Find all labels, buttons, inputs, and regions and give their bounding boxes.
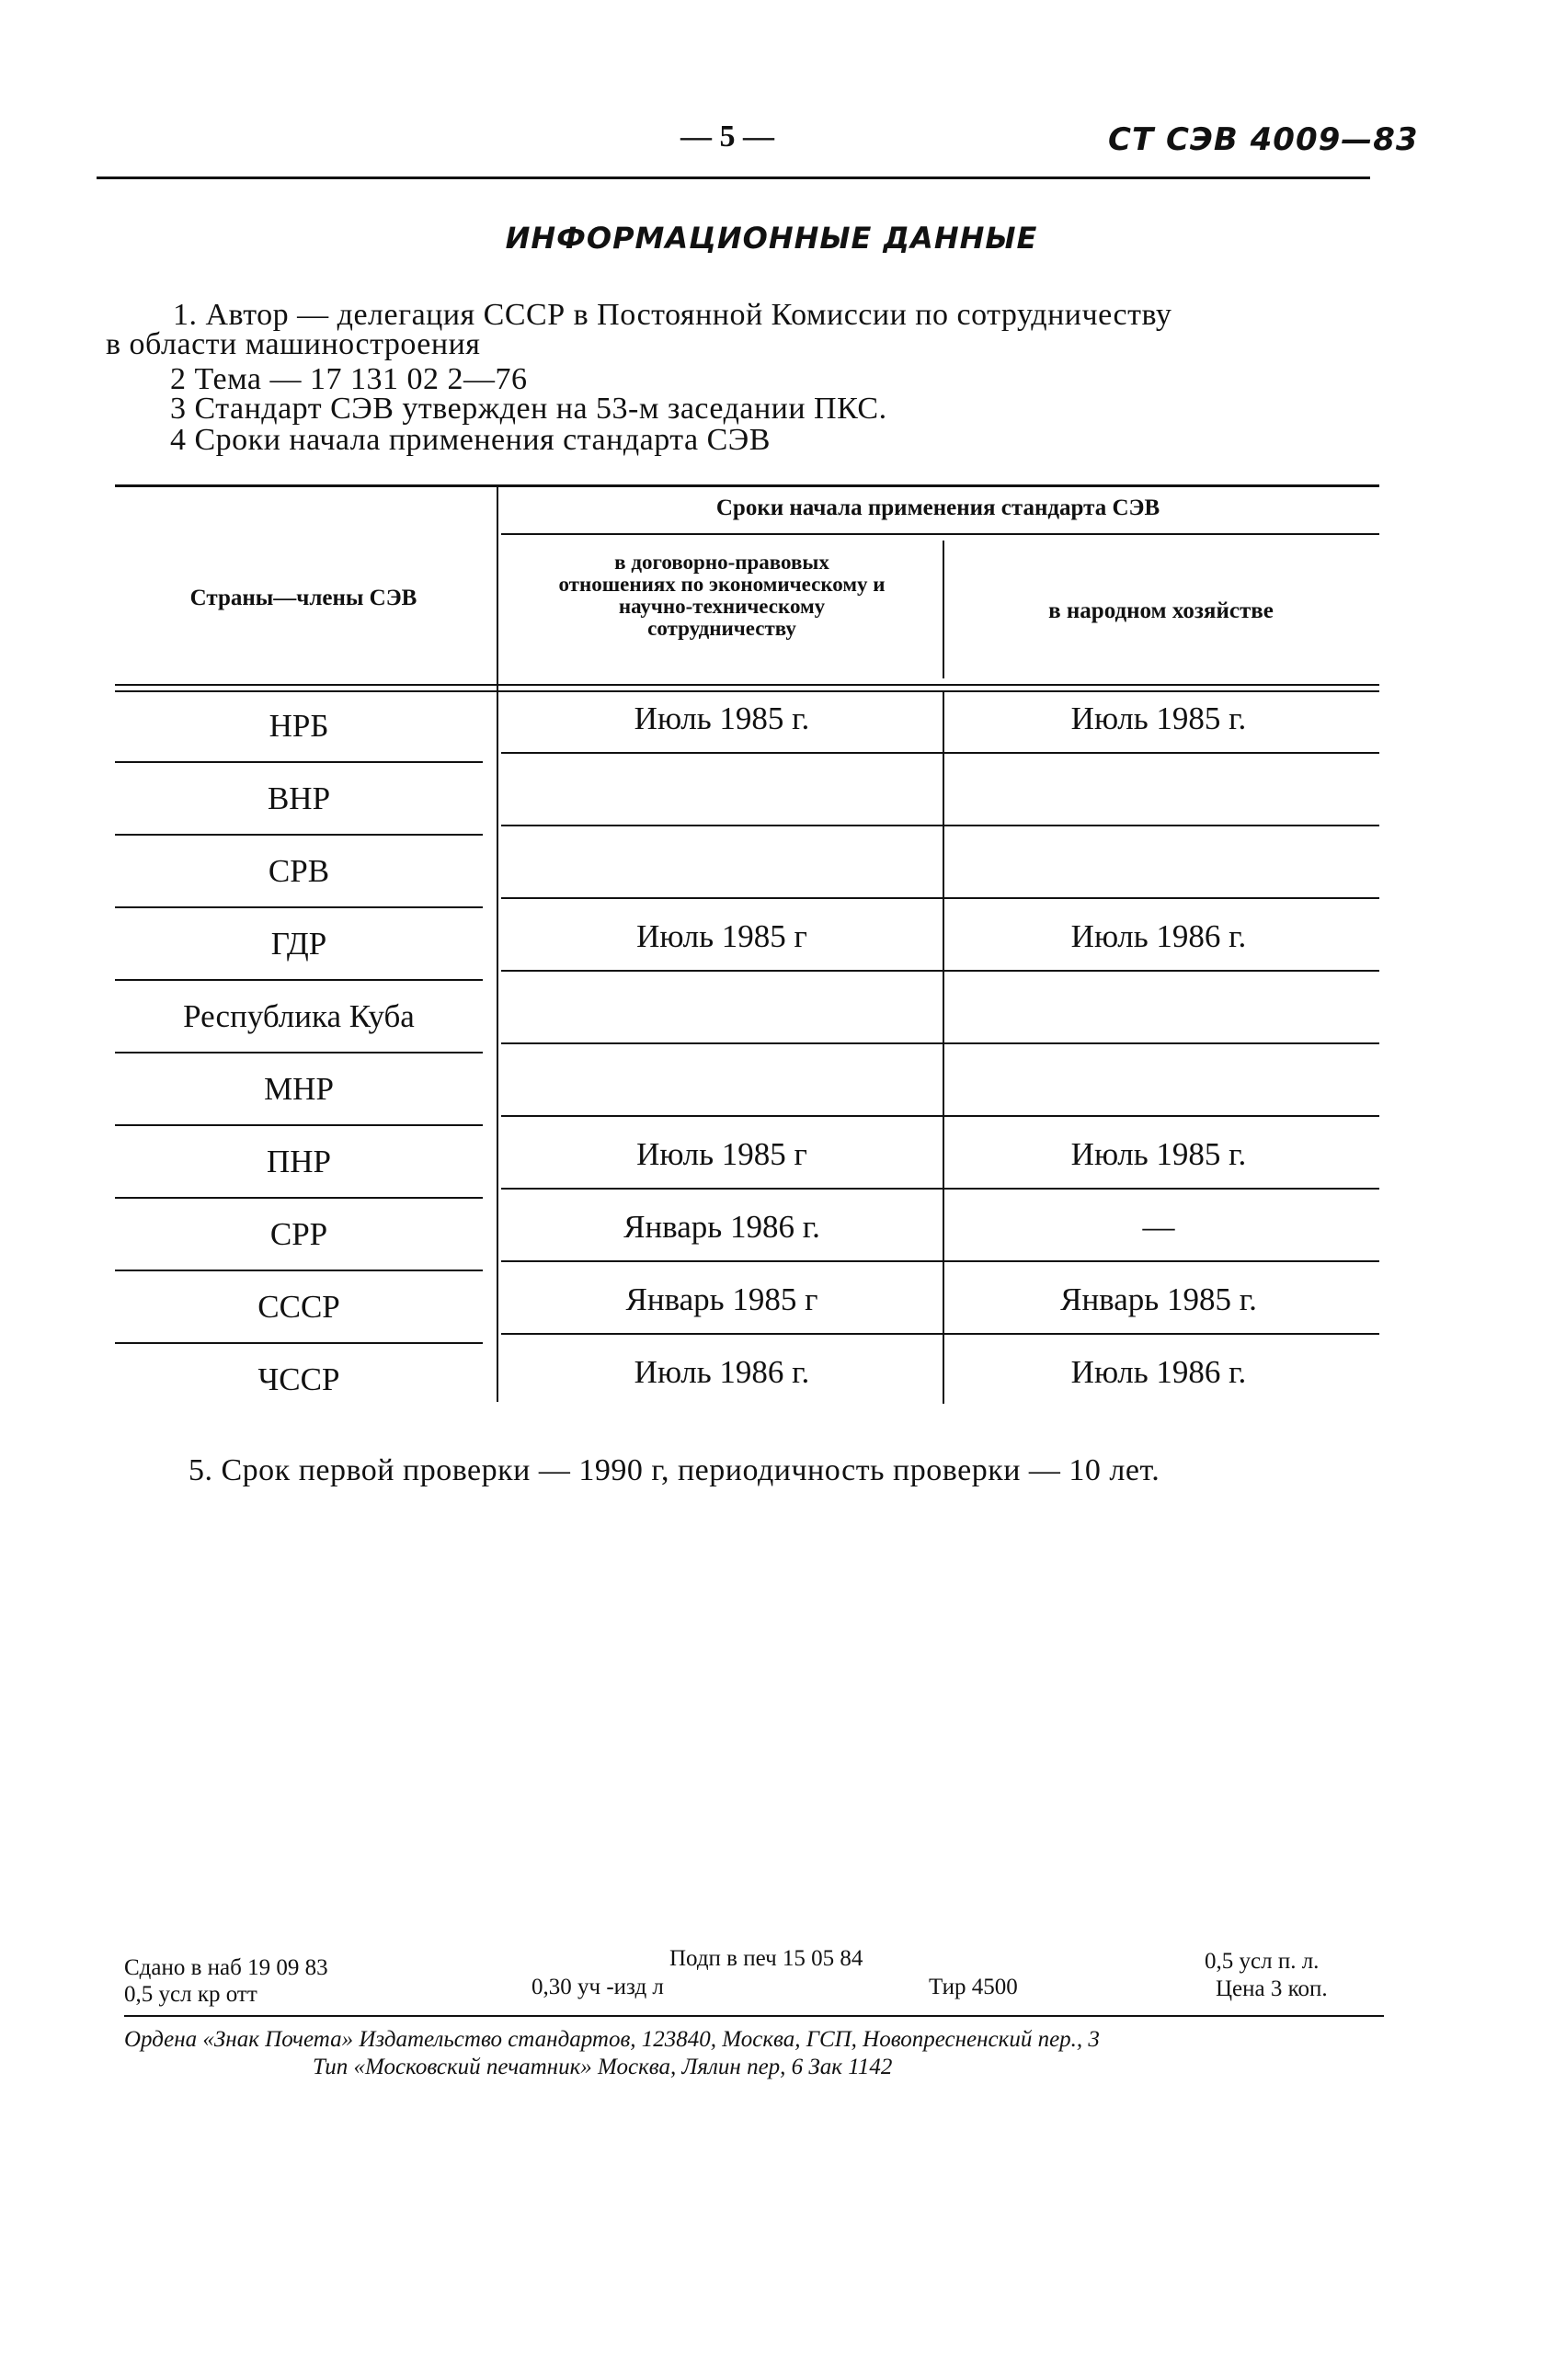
country-cell: СРВ [268, 853, 330, 889]
country-cell: СРР [269, 1216, 328, 1252]
row-separator [115, 1270, 483, 1271]
footer-price: Цена 3 коп. [1216, 1976, 1328, 2001]
table-divider-2 [943, 541, 944, 678]
row-separator [501, 825, 1379, 826]
header-double-rule-2 [115, 690, 1379, 692]
footer-print-run: Тир 4500 [929, 1975, 1018, 1999]
row-separator [115, 1124, 483, 1126]
info-item-2: 2 Тема — 17 131 02 2—76 [170, 362, 528, 396]
country-cell: СССР [257, 1289, 340, 1325]
contract-date-cell: Июль 1985 г [636, 918, 807, 954]
header-countries: Страны—члены СЭВ [189, 586, 417, 610]
info-item-3: 3 Стандарт СЭВ утвержден на 53-м заседании ПКС. [170, 392, 887, 426]
economy-date-cell: Июль 1985 г. [1070, 1136, 1247, 1172]
header-economy: в народном хозяйстве [1048, 598, 1274, 623]
footer-rule [124, 2015, 1384, 2017]
country-cell: ВНР [267, 780, 331, 816]
row-separator [115, 761, 483, 763]
page-title: ИНФОРМАЦИОННЫЕ ДАННЫЕ [505, 221, 1038, 256]
contract-date-cell: Июль 1985 г [636, 1136, 807, 1172]
row-separator [115, 1197, 483, 1199]
row-separator [501, 970, 1379, 972]
row-separator [501, 1188, 1379, 1190]
header-rule [97, 177, 1370, 179]
economy-date-cell: Июль 1986 г. [1070, 1354, 1247, 1390]
footer-sent: Сдано в наб 19 09 83 [124, 1955, 328, 1980]
economy-date-cell: Июль 1985 г. [1070, 700, 1247, 736]
table-divider-1 [497, 487, 498, 1402]
row-separator [501, 1042, 1379, 1044]
check-period: 5. Срок первой проверки — 1990 г, периодичность проверки — 10 лет. [189, 1453, 1160, 1487]
country-cell: ЧССР [257, 1361, 340, 1397]
country-cell: Республика Куба [183, 998, 415, 1034]
row-separator [115, 834, 483, 836]
economy-date-cell: Июль 1986 г. [1070, 918, 1247, 954]
footer-publisher: Ордена «Знак Почета» Издательство стандартов, 123840, Москва, ГСП, Новопресненский пер., 3 [124, 2027, 1100, 2052]
header-group-rule [501, 533, 1379, 535]
row-separator [115, 906, 483, 908]
row-separator [115, 1052, 483, 1053]
contract-date-cell: Январь 1985 г [625, 1281, 818, 1317]
country-cell: ПНР [266, 1144, 332, 1179]
footer-printer: Тип «Московский печатник» Москва, Лялин пер, 6 Зак 1142 [313, 2055, 893, 2079]
row-separator [501, 752, 1379, 754]
standard-code: СТ СЭВ 4009—83 [1108, 121, 1419, 158]
info-item-1-line-2: в области машиностроения [106, 327, 481, 361]
header-group: Сроки начала применения стандарта СЭВ [715, 495, 1160, 520]
footer-signed: Подп в печ 15 05 84 [669, 1946, 863, 1971]
page-number: — 5 — [680, 120, 774, 154]
row-separator [501, 1333, 1379, 1335]
country-cell: ГДР [270, 926, 327, 962]
economy-date-cell: — [1142, 1209, 1175, 1245]
header-double-rule-1 [115, 684, 1379, 686]
footer-sheets: 0,5 усл п. л. [1205, 1949, 1320, 1974]
row-separator [501, 897, 1379, 899]
row-separator [501, 1260, 1379, 1262]
header-contract: в договорно-правовых отношениях по экономическому и научно-техническому сотрудничеству [558, 551, 886, 640]
contract-date-cell: Январь 1986 г. [623, 1209, 820, 1245]
row-separator [501, 1115, 1379, 1117]
country-cell: МНР [264, 1071, 334, 1107]
contract-date-cell: Июль 1986 г. [634, 1354, 810, 1390]
table-top-rule [115, 484, 1379, 487]
row-separator [115, 979, 483, 981]
footer-edition: 0,30 уч -изд л [531, 1975, 664, 1999]
row-separator [115, 1342, 483, 1344]
country-cell: НРБ [269, 708, 329, 744]
footer-ucl: 0,5 усл кр отт [124, 1982, 257, 2007]
info-item-1-line-1: 1. Автор — делегация СССР в Постоянной Комиссии по сотрудничеству [173, 298, 1172, 332]
contract-date-cell: Июль 1985 г. [634, 700, 810, 736]
economy-date-cell: Январь 1985 г. [1060, 1281, 1257, 1317]
info-item-4: 4 Сроки начала применения стандарта СЭВ [170, 423, 771, 457]
